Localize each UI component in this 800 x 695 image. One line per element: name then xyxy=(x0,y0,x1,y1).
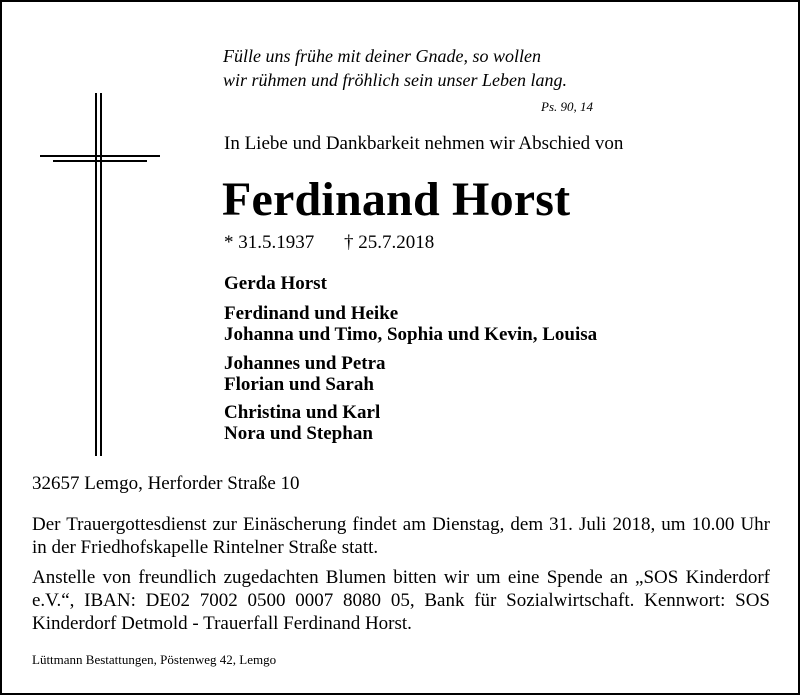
mourner-line-2: Ferdinand und Heike xyxy=(224,303,399,324)
verse-line-2: wir rühmen und fröhlich sein unser Leben lang. xyxy=(223,70,567,90)
verse-reference: Ps. 90, 14 xyxy=(541,99,593,114)
donation-paragraph: Anstelle von freundlich zugedachten Blumen bitten wir um eine Spende an „SOS Kinderdorf e.V.“, IBAN: DE02 7002 0500 0007 8080 05, Bank für Sozialwirtschaft. Kennwort: SOS Kinderdorf Detmold - Trauerfall Ferdinand Horst. xyxy=(32,567,770,634)
mourner-line-3: Johanna und Timo, Sophia und Kevin, Louisa xyxy=(224,324,598,345)
birth-date: * 31.5.1937 xyxy=(224,232,315,253)
mourner-line-4: Johannes und Petra xyxy=(224,353,386,374)
mourner-line-7: Nora und Stephan xyxy=(224,423,373,444)
verse-line-1: Fülle uns frühe mit deiner Gnade, so wollen xyxy=(223,46,541,66)
deceased-name: Ferdinand Horst xyxy=(222,173,571,226)
mourner-line-6: Christina und Karl xyxy=(224,402,381,423)
funeral-home-footer: Lüttmann Bestattungen, Pöstenweg 42, Lemgo xyxy=(32,652,277,667)
service-paragraph: Der Trauergottesdienst zur Einäscherung findet am Dienstag, dem 31. Juli 2018, um 10.00 Uhr in der Friedhofskapelle Rintelner Straße statt. xyxy=(32,514,770,558)
mourner-line-5: Florian und Sarah xyxy=(224,374,374,395)
death-date: † 25.7.2018 xyxy=(344,232,435,253)
mourner-line-1: Gerda Horst xyxy=(224,273,327,294)
intro-text: In Liebe und Dankbarkeit nehmen wir Abschied von xyxy=(224,133,624,154)
address: 32657 Lemgo, Herforder Straße 10 xyxy=(32,473,300,494)
